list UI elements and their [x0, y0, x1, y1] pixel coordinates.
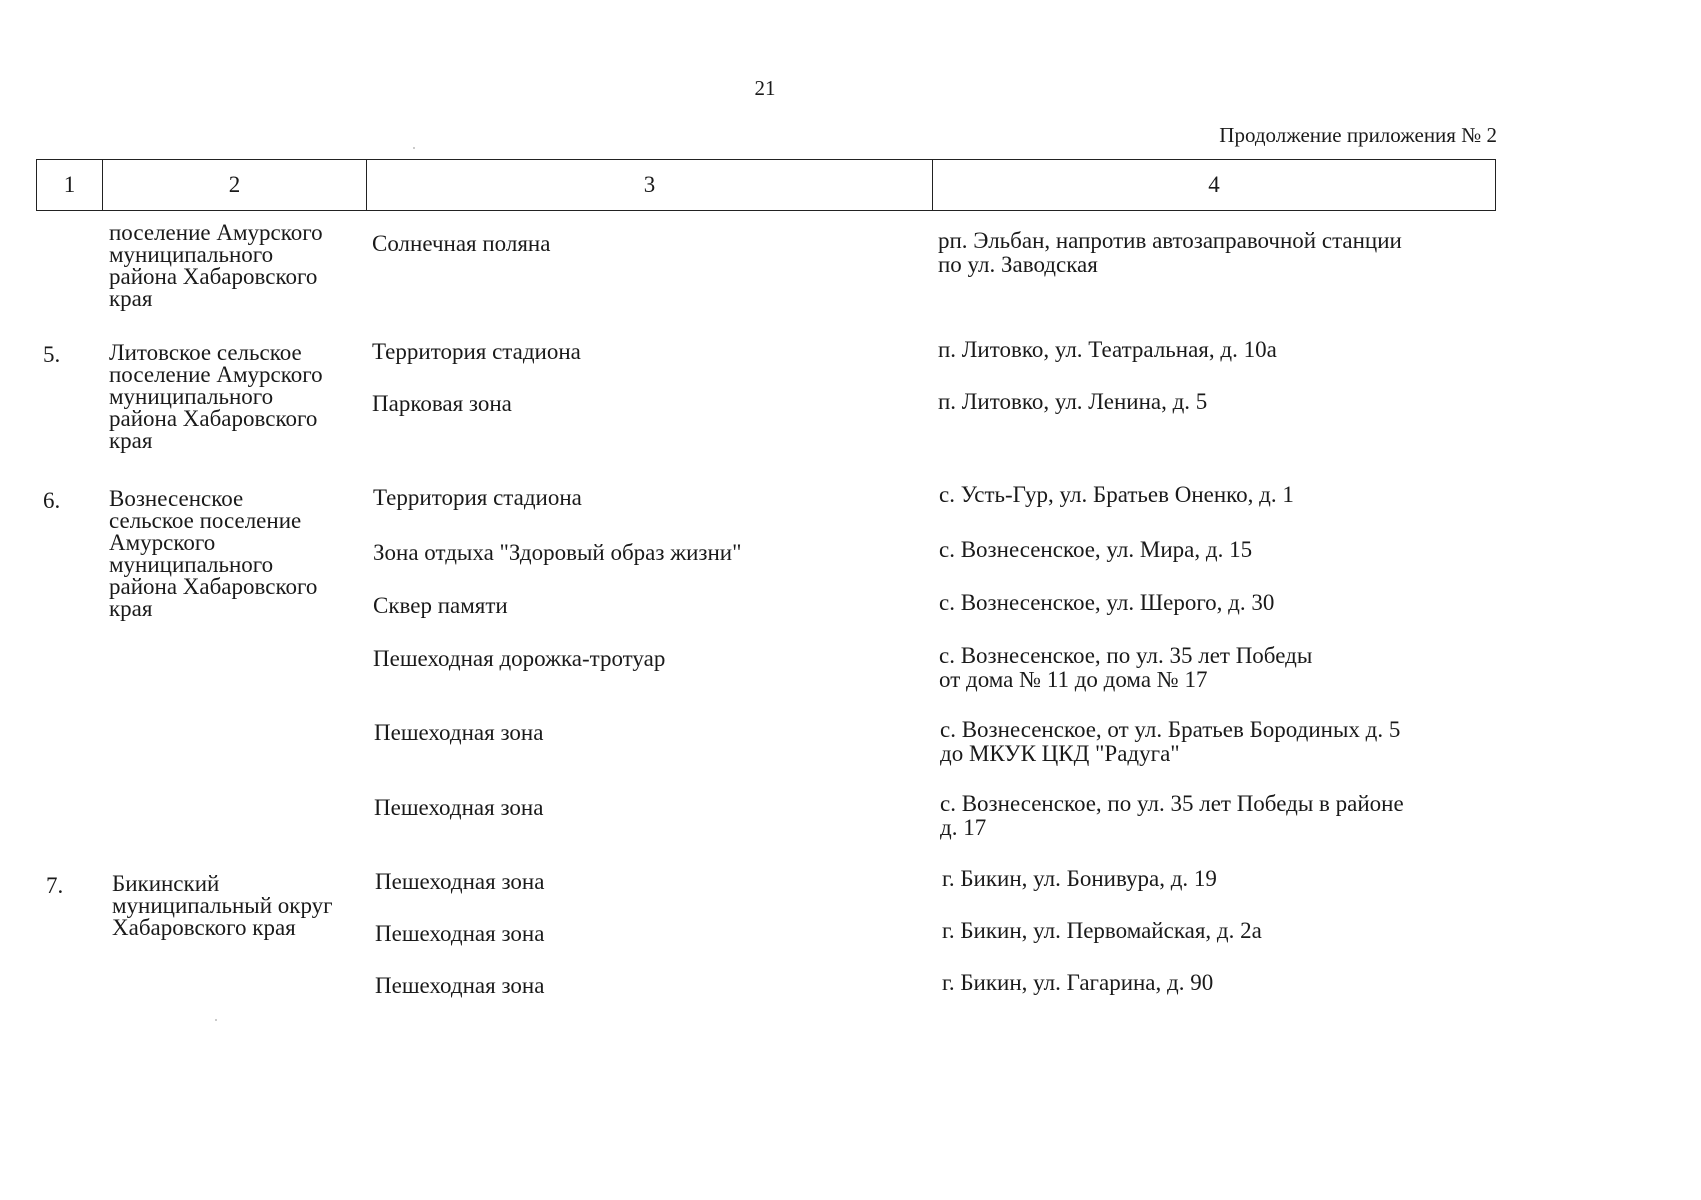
appendix-caption: Продолжение приложения № 2	[1219, 123, 1497, 147]
table-header-row	[36, 159, 1496, 211]
object-name: Пешеходная зона	[374, 795, 544, 820]
row-number: 5.	[43, 342, 61, 367]
municipality-name: Бикинский муниципальный округ Хабаровского края	[112, 871, 333, 940]
column-header: 4	[1208, 172, 1220, 197]
object-address: с. Усть-Гур, ул. Братьев Оненко, д. 1	[939, 482, 1294, 507]
object-name: Пешеходная зона	[375, 869, 545, 894]
object-address: с. Вознесенское, по ул. 35 лет Победы в районе д. 17	[940, 791, 1404, 840]
object-address: с. Вознесенское, ул. Шерого, д. 30	[939, 590, 1275, 615]
page-number: 21	[754, 76, 776, 100]
scan-speck	[413, 147, 415, 149]
object-name: Территория стадиона	[372, 339, 581, 364]
object-address: с. Вознесенское, ул. Мира, д. 15	[939, 537, 1253, 562]
object-address: с. Вознесенское, по ул. 35 лет Победы от дома № 11 до дома № 17	[939, 643, 1313, 692]
column-header: 3	[367, 160, 933, 210]
object-name: Пешеходная дорожка-тротуар	[373, 646, 666, 671]
object-address: г. Бикин, ул. Первомайская, д. 2а	[942, 918, 1262, 943]
object-name: Пешеходная зона	[375, 921, 545, 946]
object-name: Сквер памяти	[373, 593, 508, 618]
object-address: рп. Эльбан, напротив автозаправочной станции по ул. Заводская	[938, 228, 1402, 277]
municipality-name: поселение Амурского муниципального района Хабаровского края	[109, 220, 323, 311]
scan-speck	[215, 1019, 217, 1021]
object-name: Парковая зона	[372, 391, 512, 416]
object-name: Зона отдыха "Здоровый образ жизни"	[373, 540, 742, 565]
object-name: Пешеходная зона	[375, 973, 545, 998]
object-address: г. Бикин, ул. Гагарина, д. 90	[942, 970, 1214, 995]
object-address: п. Литовко, ул. Театральная, д. 10а	[938, 337, 1277, 362]
row-number: 6.	[43, 488, 61, 513]
municipality-name: Вознесенское сельское поселение Амурского муниципального района Хабаровского края	[109, 486, 318, 621]
municipality-name: Литовское сельское поселение Амурского муниципального района Хабаровского края	[109, 340, 323, 453]
object-name: Солнечная поляна	[372, 231, 551, 256]
object-address: г. Бикин, ул. Бонивура, д. 19	[942, 866, 1217, 891]
object-address: с. Вознесенское, от ул. Братьев Бородиных д. 5 до МКУК ЦКД "Радуга"	[940, 717, 1401, 766]
column-header: 1	[37, 160, 103, 210]
column-header: 2	[103, 160, 367, 210]
object-address: п. Литовко, ул. Ленина, д. 5	[938, 389, 1208, 414]
object-name: Территория стадиона	[373, 485, 582, 510]
object-name: Пешеходная зона	[374, 720, 544, 745]
row-number: 7.	[46, 873, 64, 898]
